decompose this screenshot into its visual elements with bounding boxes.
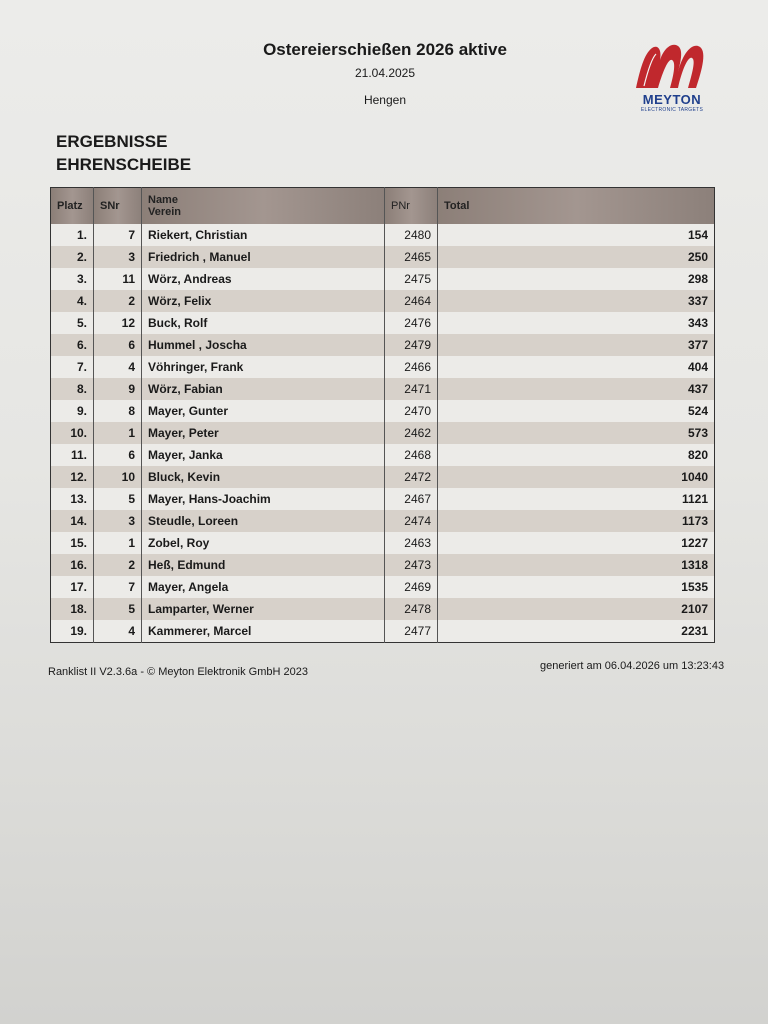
cell-name: Mayer, Gunter <box>142 400 385 422</box>
cell-platz: 8. <box>51 378 94 400</box>
cell-name: Heß, Edmund <box>142 554 385 576</box>
cell-platz: 10. <box>51 422 94 444</box>
cell-snr: 2 <box>94 554 142 576</box>
cell-platz: 19. <box>51 620 94 643</box>
header-verein: Verein <box>148 206 182 218</box>
logo-subtitle: ELECTRONIC TARGETS <box>640 107 704 113</box>
cell-pnr: 2471 <box>385 378 438 400</box>
cell-pnr: 2479 <box>385 334 438 356</box>
cell-platz: 14. <box>51 510 94 532</box>
cell-total: 250 <box>438 246 715 268</box>
cell-platz: 4. <box>51 290 94 312</box>
cell-snr: 4 <box>94 356 142 378</box>
header-name: Name <box>148 194 178 206</box>
table-row <box>51 488 715 510</box>
cell-total: 154 <box>438 224 715 246</box>
cell-pnr: 2468 <box>385 444 438 466</box>
table-row <box>51 378 715 400</box>
cell-snr: 8 <box>94 400 142 422</box>
table-row <box>51 466 715 488</box>
cell-name: Mayer, Angela <box>142 576 385 598</box>
cell-platz: 3. <box>51 268 94 290</box>
cell-pnr: 2462 <box>385 422 438 444</box>
cell-snr: 6 <box>94 444 142 466</box>
cell-pnr: 2469 <box>385 576 438 598</box>
cell-pnr: 2463 <box>385 532 438 554</box>
table-row <box>51 312 715 334</box>
cell-pnr: 2478 <box>385 598 438 620</box>
cell-platz: 9. <box>51 400 94 422</box>
cell-snr: 1 <box>94 532 142 554</box>
cell-name: Mayer, Hans-Joachim <box>142 488 385 510</box>
cell-name: Kammerer, Marcel <box>142 620 385 643</box>
cell-platz: 12. <box>51 466 94 488</box>
cell-platz: 2. <box>51 246 94 268</box>
logo-wordmark: MEYTON <box>642 92 702 107</box>
cell-total: 573 <box>438 422 715 444</box>
meyton-logo <box>626 40 718 116</box>
cell-name: Vöhringer, Frank <box>142 356 385 378</box>
cell-snr: 5 <box>94 598 142 620</box>
cell-total: 2107 <box>438 598 715 620</box>
cell-pnr: 2474 <box>385 510 438 532</box>
cell-snr: 3 <box>94 246 142 268</box>
cell-platz: 18. <box>51 598 94 620</box>
cell-name: Steudle, Loreen <box>142 510 385 532</box>
cell-total: 377 <box>438 334 715 356</box>
cell-pnr: 2476 <box>385 312 438 334</box>
cell-total: 298 <box>438 268 715 290</box>
cell-pnr: 2467 <box>385 488 438 510</box>
cell-total: 2231 <box>438 620 715 643</box>
cell-platz: 15. <box>51 532 94 554</box>
cell-pnr: 2464 <box>385 290 438 312</box>
cell-snr: 4 <box>94 620 142 643</box>
cell-name: Zobel, Roy <box>142 532 385 554</box>
cell-total: 820 <box>438 444 715 466</box>
cell-platz: 1. <box>51 224 94 246</box>
event-location: Hengen <box>363 93 407 107</box>
results-heading: ERGEBNISSE <box>56 132 168 151</box>
table-row <box>51 510 715 532</box>
cell-pnr: 2470 <box>385 400 438 422</box>
cell-pnr: 2480 <box>385 224 438 246</box>
cell-snr: 3 <box>94 510 142 532</box>
cell-snr: 10 <box>94 466 142 488</box>
cell-platz: 6. <box>51 334 94 356</box>
cell-platz: 11. <box>51 444 94 466</box>
cell-snr: 12 <box>94 312 142 334</box>
table-row <box>51 268 715 290</box>
results-table <box>50 187 715 643</box>
cell-platz: 5. <box>51 312 94 334</box>
cell-snr: 5 <box>94 488 142 510</box>
cell-snr: 6 <box>94 334 142 356</box>
cell-pnr: 2477 <box>385 620 438 643</box>
target-heading: EHRENSCHEIBE <box>56 155 192 174</box>
table-row <box>51 554 715 576</box>
table-row <box>51 598 715 620</box>
cell-pnr: 2465 <box>385 246 438 268</box>
table-row <box>51 422 715 444</box>
table-row <box>51 290 715 312</box>
cell-total: 1227 <box>438 532 715 554</box>
table-row <box>51 444 715 466</box>
cell-total: 343 <box>438 312 715 334</box>
cell-total: 1173 <box>438 510 715 532</box>
cell-total: 1535 <box>438 576 715 598</box>
table-row <box>51 620 715 643</box>
footer-copyright: Ranklist II V2.3.6a - © Meyton Elektronik GmbH 2023 <box>48 666 308 678</box>
cell-snr: 11 <box>94 268 142 290</box>
cell-total: 404 <box>438 356 715 378</box>
cell-name: Wörz, Fabian <box>142 378 385 400</box>
header-snr: SNr <box>94 188 142 225</box>
header-pnr: PNr <box>385 188 438 225</box>
cell-snr: 7 <box>94 576 142 598</box>
table-row <box>51 576 715 598</box>
table-row <box>51 334 715 356</box>
cell-name: Lamparter, Werner <box>142 598 385 620</box>
table-row <box>51 356 715 378</box>
cell-pnr: 2466 <box>385 356 438 378</box>
cell-platz: 7. <box>51 356 94 378</box>
cell-pnr: 2475 <box>385 268 438 290</box>
document-title: Ostereierschießen 2026 aktive <box>263 40 507 59</box>
cell-snr: 9 <box>94 378 142 400</box>
cell-name: Hummel , Joscha <box>142 334 385 356</box>
table-row <box>51 400 715 422</box>
table-row <box>51 532 715 554</box>
cell-name: Buck, Rolf <box>142 312 385 334</box>
cell-total: 437 <box>438 378 715 400</box>
table-row <box>51 224 715 246</box>
table-header-row <box>51 188 715 225</box>
cell-platz: 16. <box>51 554 94 576</box>
event-date: 21.04.2025 <box>354 66 416 80</box>
cell-name: Bluck, Kevin <box>142 466 385 488</box>
meyton-m-icon <box>626 40 718 92</box>
cell-snr: 2 <box>94 290 142 312</box>
cell-total: 1121 <box>438 488 715 510</box>
cell-total: 1040 <box>438 466 715 488</box>
table-row <box>51 246 715 268</box>
cell-platz: 13. <box>51 488 94 510</box>
cell-name: Mayer, Peter <box>142 422 385 444</box>
cell-total: 337 <box>438 290 715 312</box>
cell-snr: 7 <box>94 224 142 246</box>
cell-snr: 1 <box>94 422 142 444</box>
cell-platz: 17. <box>51 576 94 598</box>
cell-name: Wörz, Andreas <box>142 268 385 290</box>
cell-name: Mayer, Janka <box>142 444 385 466</box>
footer-generated: generiert am 06.04.2026 um 13:23:43 <box>540 660 725 672</box>
header-name-verein <box>142 188 385 225</box>
cell-name: Friedrich , Manuel <box>142 246 385 268</box>
cell-name: Wörz, Felix <box>142 290 385 312</box>
cell-pnr: 2473 <box>385 554 438 576</box>
cell-total: 524 <box>438 400 715 422</box>
cell-name: Riekert, Christian <box>142 224 385 246</box>
header-total: Total <box>438 188 715 225</box>
cell-pnr: 2472 <box>385 466 438 488</box>
table-body <box>51 224 715 643</box>
header-platz: Platz <box>51 188 94 225</box>
cell-total: 1318 <box>438 554 715 576</box>
